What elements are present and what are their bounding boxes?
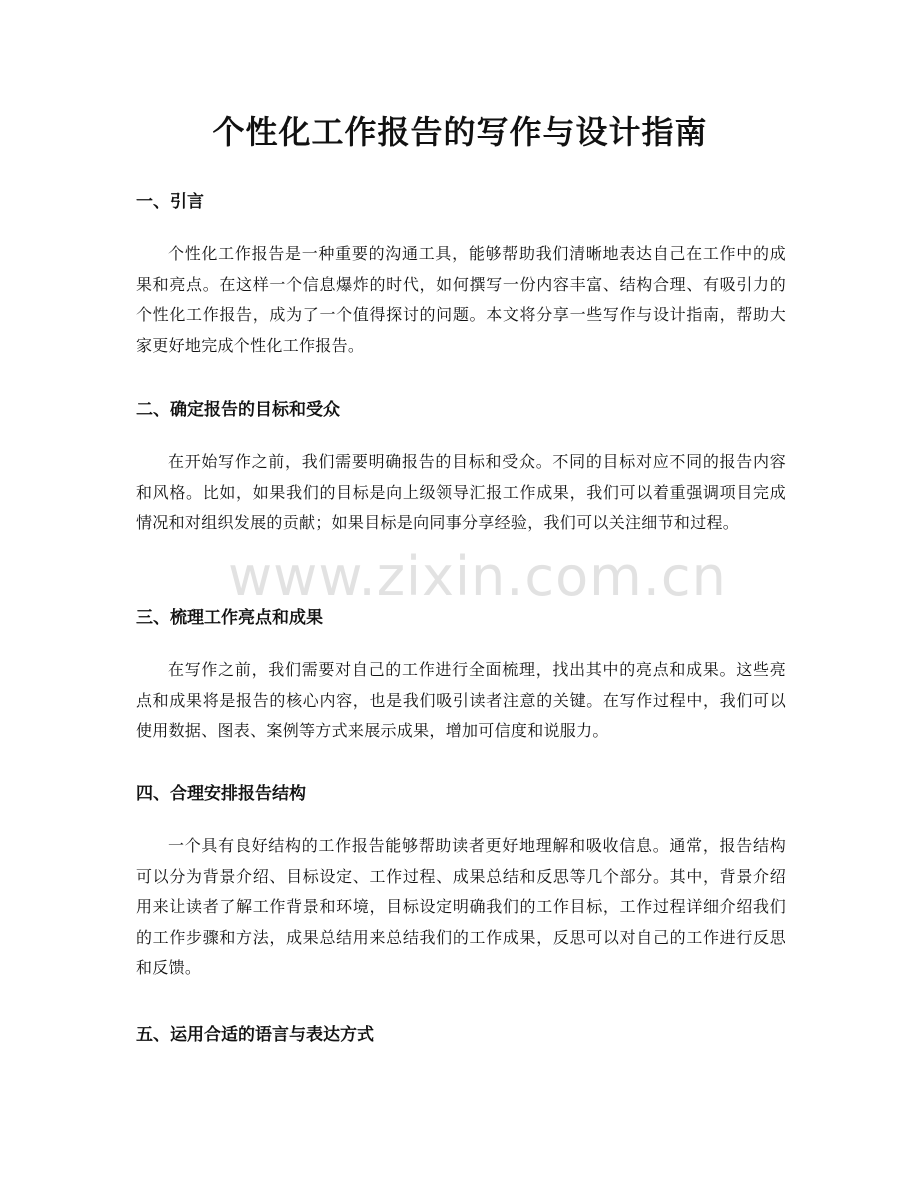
section-heading: 五、运用合适的语言与表达方式 bbox=[136, 1025, 374, 1045]
section-heading: 一、引言 bbox=[136, 192, 204, 212]
section-language bbox=[136, 1022, 786, 1048]
section-paragraph: 个性化工作报告是一种重要的沟通工具，能够帮助我们清晰地表达自己在工作中的成果和亮点。在这样一个信息爆炸的时代，如何撰写一份内容丰富、结构合理、有吸引力的个性化工作报告，成为了一个值得探讨的问题。本文将分享一些写作与设计指南，帮助大家更好地完成个性化工作报告。 bbox=[136, 244, 786, 355]
watermark: www.zixin.com.cn bbox=[228, 545, 727, 608]
section-goals-audience bbox=[136, 397, 786, 539]
section-highlights bbox=[136, 605, 786, 747]
section-paragraph: 在开始写作之前，我们需要明确报告的目标和受众。不同的目标对应不同的报告内容和风格。比如，如果我们的目标是向上级领导汇报工作成果，我们可以着重强调项目完成情况和对组织发展的贡献；如果目标是向同事分享经验，我们可以关注细节和过程。 bbox=[136, 452, 786, 532]
section-paragraph: 在写作之前，我们需要对自己的工作进行全面梳理，找出其中的亮点和成果。这些亮点和成果将是报告的核心内容，也是我们吸引读者注意的关键。在写作过程中，我们可以使用数据、图表、案例等方式来展示成果，增加可信度和说服力。 bbox=[136, 660, 786, 740]
section-structure bbox=[136, 781, 786, 984]
section-heading: 三、梳理工作亮点和成果 bbox=[136, 608, 323, 628]
section-paragraph: 一个具有良好结构的工作报告能够帮助读者更好地理解和吸收信息。通常，报告结构可以分为背景介绍、目标设定、工作过程、成果总结和反思等几个部分。其中，背景介绍用来让读者了解工作背景和环境，目标设定明确我们的工作目标，工作过程详细介绍我们的工作步骤和方法，成果总结用来总结我们的工作成果，反思可以对自己的工作进行反思和反馈。 bbox=[136, 836, 786, 977]
section-introduction bbox=[136, 189, 786, 361]
section-heading: 二、确定报告的目标和受众 bbox=[136, 400, 340, 420]
section-heading: 四、合理安排报告结构 bbox=[136, 784, 306, 804]
document-title: 个性化工作报告的写作与设计指南 bbox=[212, 113, 708, 151]
